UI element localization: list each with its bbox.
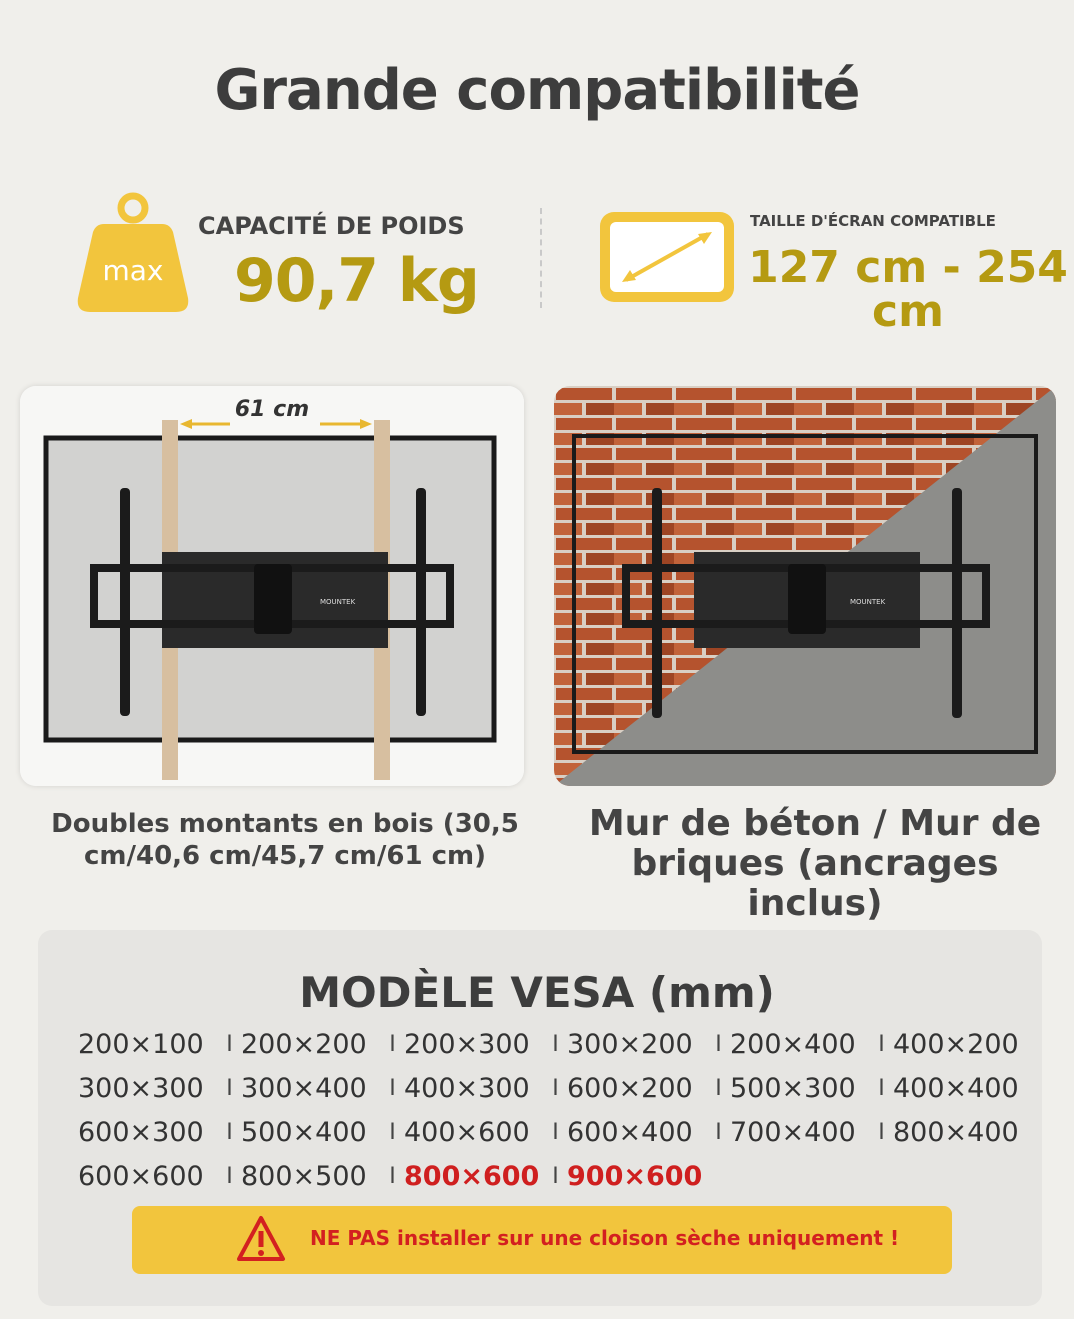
vesa-separator: I: [878, 1031, 885, 1057]
vesa-separator: I: [552, 1119, 559, 1145]
vesa-pattern: 600×400: [567, 1116, 693, 1148]
warning-triangle-icon: [236, 1214, 286, 1264]
vesa-pattern: 800×400: [893, 1116, 1019, 1148]
vesa-separator: I: [552, 1031, 559, 1057]
vesa-pattern-grid: [78, 1022, 1038, 1198]
brick-concrete-caption: Mur de béton / Mur de briques (ancrages inclus): [588, 803, 1042, 924]
vesa-pattern-highlighted: 900×600: [567, 1160, 703, 1192]
vesa-pattern: 300×200: [567, 1028, 693, 1060]
vesa-pattern: 500×400: [241, 1116, 367, 1148]
stud-spacing-label: 61 cm: [234, 397, 310, 422]
wood-stud-photo: [20, 386, 524, 786]
vesa-row: [78, 1110, 1038, 1154]
vesa-separator: I: [715, 1119, 722, 1145]
weight-capacity-value: 90,7 kg: [234, 246, 479, 316]
vesa-pattern: 200×300: [404, 1028, 530, 1060]
vesa-pattern-highlighted: 800×600: [404, 1160, 540, 1192]
vesa-pattern: 600×600: [78, 1160, 204, 1192]
vesa-separator: I: [226, 1075, 233, 1101]
vesa-separator: I: [552, 1075, 559, 1101]
vesa-pattern: 400×600: [404, 1116, 530, 1148]
vesa-title: MODÈLE VESA (mm): [299, 968, 775, 1017]
brick-concrete-photo: [554, 386, 1056, 786]
mount-brand-left: MOUNTEK: [320, 598, 356, 606]
vesa-pattern: 300×300: [78, 1072, 204, 1104]
vesa-pattern: 300×400: [241, 1072, 367, 1104]
vesa-pattern: 200×200: [241, 1028, 367, 1060]
vesa-separator: I: [715, 1075, 722, 1101]
wood-stud-caption: Doubles montants en bois (30,5 cm/40,6 cm/45,7 cm/61 cm): [51, 809, 519, 871]
vesa-row: [78, 1066, 1038, 1110]
vesa-separator: I: [389, 1163, 396, 1189]
vesa-separator: I: [389, 1031, 396, 1057]
vesa-separator: I: [389, 1075, 396, 1101]
vesa-pattern: 600×200: [567, 1072, 693, 1104]
screen-size-value: 127 cm - 254 cm: [748, 242, 1068, 337]
weight-capacity-label: CAPACITÉ DE POIDS: [198, 212, 465, 240]
weight-icon-text: max: [102, 254, 164, 287]
vesa-pattern: 500×300: [730, 1072, 856, 1104]
vesa-pattern: 400×400: [893, 1072, 1019, 1104]
vesa-separator: I: [226, 1031, 233, 1057]
warning-text: NE PAS installer sur une cloison sèche uniquement !: [310, 1226, 900, 1250]
vesa-pattern: 800×500: [241, 1160, 367, 1192]
vesa-separator: I: [878, 1075, 885, 1101]
warning-banner: [132, 1206, 952, 1274]
vesa-pattern: 600×300: [78, 1116, 204, 1148]
screen-diagonal-icon: [596, 208, 738, 306]
vesa-pattern: 200×100: [78, 1028, 204, 1060]
vesa-separator: I: [552, 1163, 559, 1189]
vesa-separator: I: [715, 1031, 722, 1057]
vesa-row: [78, 1022, 1038, 1066]
section-divider: [540, 208, 542, 308]
page-title: Grande compatibilité: [214, 58, 860, 123]
vesa-separator: I: [878, 1119, 885, 1145]
mount-brand-right: MOUNTEK: [850, 598, 886, 606]
vesa-pattern: 700×400: [730, 1116, 856, 1148]
vesa-pattern: 200×400: [730, 1028, 856, 1060]
weight-max-icon: [74, 190, 192, 316]
vesa-separator: I: [389, 1119, 396, 1145]
vesa-separator: I: [226, 1163, 233, 1189]
screen-size-label: TAILLE D'ÉCRAN COMPATIBLE: [750, 212, 996, 230]
vesa-separator: I: [226, 1119, 233, 1145]
vesa-row: [78, 1154, 1038, 1198]
vesa-pattern: 400×200: [893, 1028, 1019, 1060]
vesa-pattern: 400×300: [404, 1072, 530, 1104]
